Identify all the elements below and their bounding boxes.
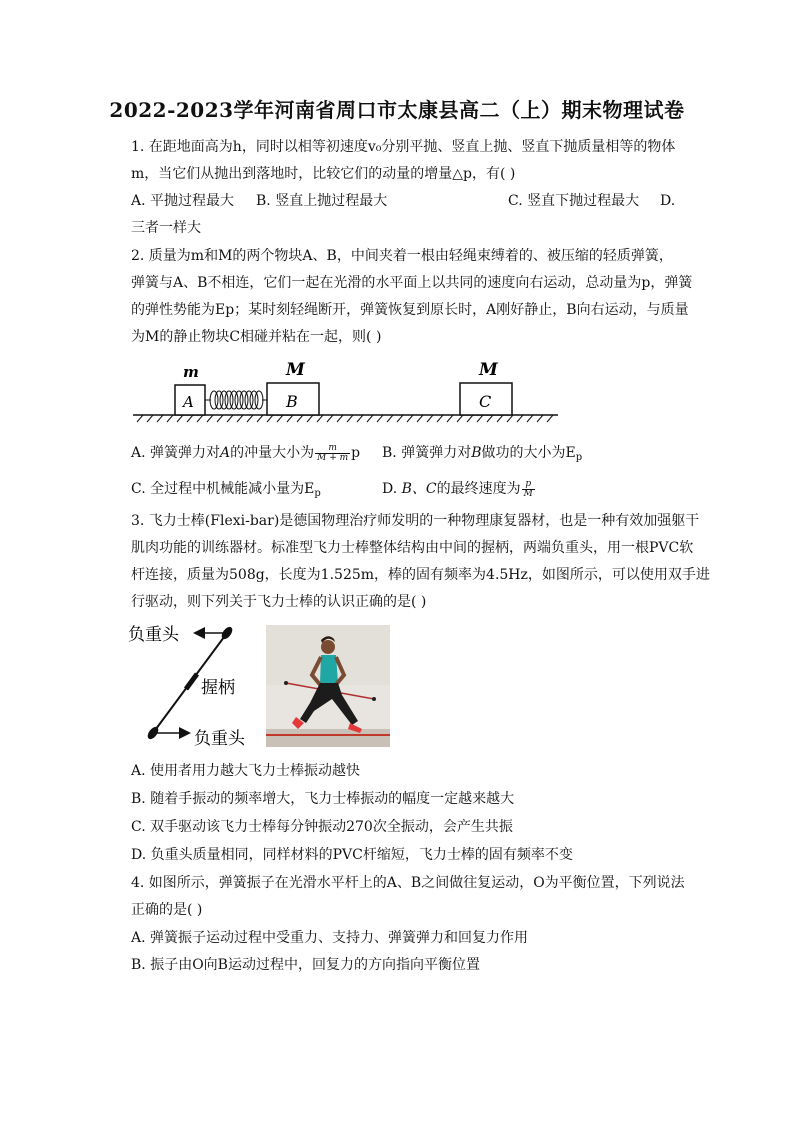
q1-option-c[interactable]: C. 竖直下抛过程最大	[508, 193, 640, 209]
q2-option-b[interactable]: B. 弹簧弹力对B做功的大小为$E_p$	[382, 445, 583, 463]
label-weight-head-bottom: 负重头	[194, 729, 245, 749]
q3-option-c[interactable]: C. 双手驱动该飞力士棒每分钟振动270次全振动，会产生共振	[131, 819, 513, 835]
label-block-a: A	[183, 393, 194, 411]
label-block-c: C	[479, 392, 492, 411]
q3-option-d[interactable]: D. 负重头质量相同，同样材料的PVC杆缩短，飞力士棒的固有频率不变	[131, 847, 573, 863]
q3-stem-line1: 3. 飞力士棒(Flexi-bar)是德国物理治疗师发明的一种物理康复器材，也是一种有效加强躯干	[131, 513, 700, 529]
flexi-bar-exercise-photo	[266, 625, 390, 747]
q4-stem-line1: 4. 如图所示，弹簧振子在光滑水平杆上的A、B之间做往复运动，O为平衡位置，下列说法	[131, 875, 685, 891]
q3-option-b[interactable]: B. 随着手振动的频率增大，飞力士棒振动的幅度一定越来越大	[131, 791, 515, 807]
q3-stem-line4: 行驱动，则下列关于飞力士棒的认识正确的是( )	[131, 594, 427, 610]
q2-stem-line2: 弹簧与A、B不相连，它们一起在光滑的水平面上以共同的速度向右运动，总动量为p，弹簧	[131, 275, 693, 291]
flexi-bar-handle	[186, 674, 197, 689]
q2-option-a[interactable]: A. 弹簧弹力对A的冲量大小为 $\frac{m}{M + m}$ p	[131, 442, 361, 463]
q3-option-a[interactable]: A. 使用者用力越大飞力士棒振动越快	[131, 763, 361, 779]
q1-stem-line1: 1. 在距地面高为h，同时以相等初速度v₀分别平抛、竖直上抛、竖直下抛质量相等的物体	[131, 139, 676, 155]
label-weight-head-top: 负重头	[128, 625, 179, 645]
q4-option-a[interactable]: A. 弹簧振子运动过程中受重力、支持力、弹簧弹力和回复力作用	[131, 930, 529, 946]
q1-option-b[interactable]: B. 竖直上抛过程最大	[256, 193, 388, 209]
q3-stem-line3: 杆连接，质量为508g，长度为1.525m，棒的固有频率为4.5Hz，如图所示，可以使用双手进	[131, 567, 710, 583]
q2-stem-line3: 的弹性势能为Ep；某时刻轻绳断开，弹簧恢复到原长时，A刚好静止，B向右运动，与质量	[131, 302, 689, 318]
q2-stem-line1: 2. 质量为m和M的两个物块A、B，中间夹着一根由轻绳束缚着的、被压缩的轻质弹簧，	[131, 248, 673, 264]
q2-stem-line4: 为M的静止物块C相碰并粘在一起，则( )	[131, 329, 382, 345]
q1-option-d-text[interactable]: 三者一样大	[131, 220, 201, 236]
fraction-p-over-M: $\frac{p}{M}$	[523, 478, 533, 499]
q3-flexi-bar-diagram	[126, 620, 261, 750]
fraction-m-over-M-plus-m: $\frac{m}{M + m}$	[317, 442, 349, 463]
label-M-c: M	[479, 360, 498, 380]
q1-option-d-label[interactable]: D.	[660, 193, 676, 209]
q2-blocks-spring-figure	[133, 358, 563, 428]
label-block-b: B	[286, 392, 298, 411]
q3-stem-line2: 肌肉功能的训练器材。标准型飞力士棒整体结构由中间的握柄，两端负重头，用一根PVC软	[131, 540, 694, 556]
q4-option-b[interactable]: B. 振子由O向B运动过程中，回复力的方向指向平衡位置	[131, 957, 480, 973]
spring	[205, 391, 267, 409]
q2-option-d[interactable]: D. B、C的最终速度为 $\frac{p}{M}$	[382, 478, 533, 499]
label-handle: 握柄	[201, 678, 235, 698]
label-M-b: M	[286, 360, 305, 380]
label-m: m	[183, 363, 199, 381]
q1-stem-line2: m，当它们从抛出到落地时，比较它们的动量的增量△p，有( )	[131, 166, 516, 182]
exam-title: 2022-2023学年河南省周口市太康县高二（上）期末物理试卷	[109, 98, 685, 122]
q4-stem-line2: 正确的是( )	[131, 902, 203, 918]
q2-option-c[interactable]: C. 全过程中机械能减小量为$E_p$	[131, 481, 321, 499]
q1-option-a[interactable]: A. 平抛过程最大	[131, 193, 235, 209]
